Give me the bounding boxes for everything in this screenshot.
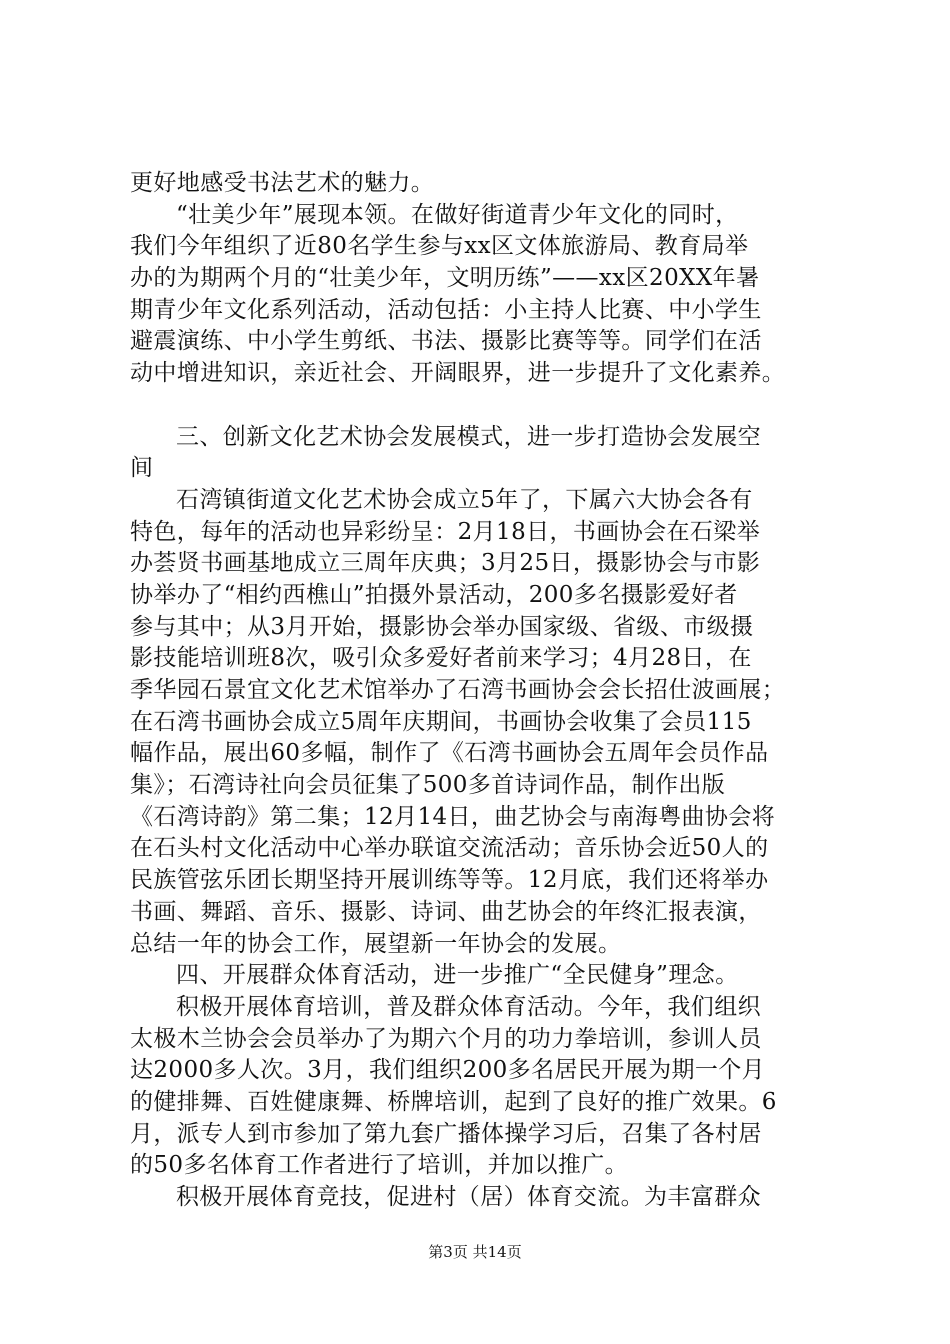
text-line: 我们今年组织了近80名学生参与xx区文体旅游局、教育局举 — [130, 233, 749, 260]
text-line: 办荟贤书画基地成立三周年庆典；3月25日，摄影协会与市影 — [130, 550, 761, 577]
text-line: 动中增进知识，亲近社会、开阔眼界，进一步提升了文化素养。 — [130, 360, 786, 387]
paragraph-heading-zhuangmei: “壮美少年”展现本领。在做好街道青少年文化的同时， — [176, 201, 739, 228]
text-line: 的50多名体育工作者进行了培训，并加以推广。 — [130, 1152, 629, 1179]
text-line: 积极开展体育竞技，促进村（居）体育交流。为丰富群众 — [176, 1184, 761, 1210]
section-heading-3: 三、创新文化艺术协会发展模式，进一步打造协会发展空 — [176, 423, 761, 450]
text-line: 书画、舞蹈、音乐、摄影、诗词、曲艺协会的年终汇报表演， — [130, 898, 762, 925]
text-line: 避震演练、中小学生剪纸、书法、摄影比赛等等。同学们在活 — [130, 328, 762, 355]
section-heading-4: 四、开展群众体育活动，进一步推广“全民健身”理念。 — [176, 962, 739, 989]
text-line: 更好地感受书法艺术的魅力。 — [130, 170, 435, 196]
text-line: 期青少年文化系列活动，活动包括：小主持人比赛、中小学生 — [130, 296, 762, 323]
text-line: 《石湾诗韵》第二集；12月14日，曲艺协会与南海粤曲协会将 — [130, 803, 776, 830]
text-line: 总结一年的协会工作，展望新一年协会的发展。 — [130, 930, 622, 957]
text-line: 特色，每年的活动也异彩纷呈：2月18日，书画协会在石梁举 — [130, 518, 761, 545]
document-body — [130, 168, 830, 1214]
text-line: 参与其中；从3月开始，摄影协会举办国家级、省级、市级摄 — [130, 613, 754, 640]
text-line: 在石湾书画协会成立5周年庆期间，书画协会收集了会员115 — [130, 708, 752, 735]
paragraph-gap — [130, 390, 830, 422]
text-line: 协举办了“相约西樵山”拍摄外景活动，200多名摄影爱好者 — [130, 581, 738, 608]
section-heading-3-cont: 间 — [130, 455, 154, 482]
text-line: 办的为期两个月的“壮美少年，文明历练”——xx区20XX年暑 — [130, 265, 760, 292]
text-line: 集》；石湾诗社向会员征集了500多首诗词作品，制作出版 — [130, 772, 726, 799]
text-line: 石湾镇街道文化艺术协会成立5年了，下属六大协会各有 — [176, 486, 753, 513]
text-line: 达2000多人次。3月，我们组织200多名居民开展为期一个月 — [130, 1057, 766, 1084]
text-line: 民族管弦乐团长期坚持开展训练等等。12月底，我们还将举办 — [130, 867, 769, 894]
text-line: 太极木兰协会会员举办了为期六个月的功力拳培训，参训人员 — [130, 1025, 762, 1052]
text-line: 幅作品，展出60多幅，制作了《石湾书画协会五周年会员作品 — [130, 740, 769, 767]
page-number-footer: 第3页 共14页 — [428, 1243, 522, 1261]
text-line: 季华园石景宜文化艺术馆举办了石湾书画协会会长招仕波画展； — [130, 677, 786, 703]
text-line: 月，派专人到市参加了第九套广播体操学习后，召集了各村居 — [130, 1120, 762, 1147]
text-line: 的健排舞、百姓健康舞、桥牌培训，起到了良好的推广效果。6 — [130, 1088, 777, 1115]
text-line: 积极开展体育培训，普及群众体育活动。今年，我们组织 — [176, 993, 761, 1020]
text-line: 影技能培训班8次，吸引众多爱好者前来学习；4月28日，在 — [130, 645, 752, 672]
text-line: 在石头村文化活动中心举办联谊交流活动；音乐协会近50人的 — [130, 835, 769, 862]
